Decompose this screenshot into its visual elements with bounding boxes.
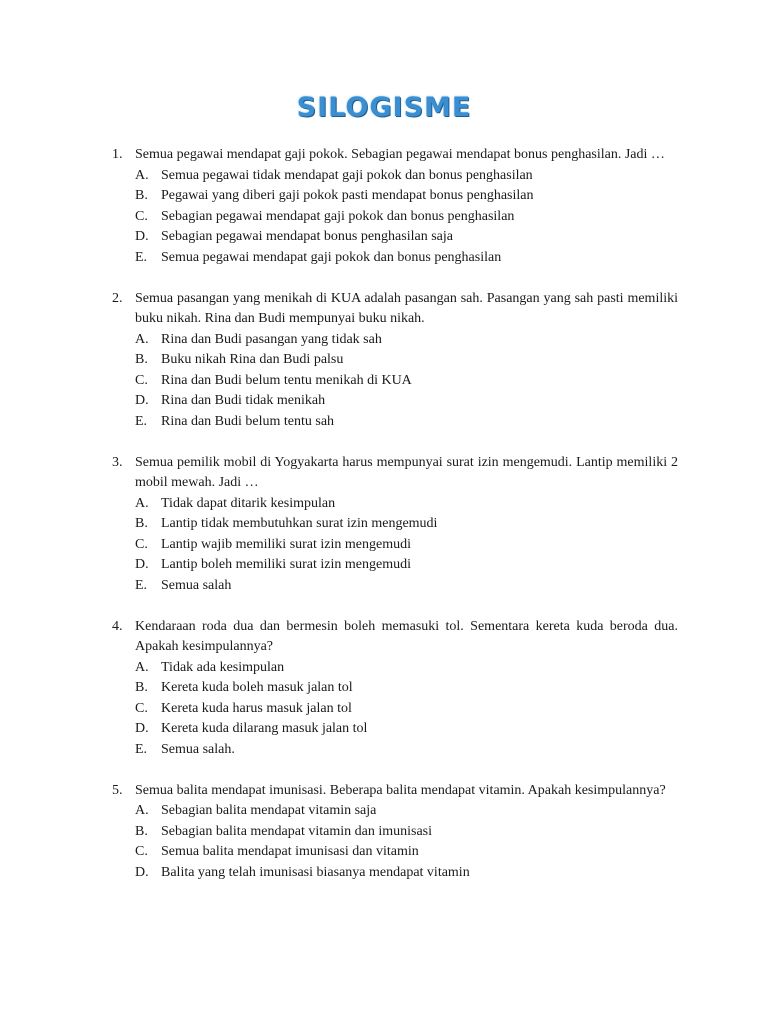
question-text: Kendaraan roda dua dan bermesin boleh memasuki tol. Sementara kereta kuda beroda dua. Apakah kesimpulannya? [135,618,678,654]
option-letter: E. [135,577,148,593]
option-letter: B. [135,188,148,203]
option-letter: B. [135,352,148,367]
question-stem [112,289,678,330]
question-stem [112,617,678,658]
option-d [112,391,678,412]
option-list [112,494,678,597]
option-e [112,248,678,269]
option-b [112,350,678,371]
option-d [112,227,678,248]
option-letter: C. [135,372,148,388]
option-text: Sebagian balita mendapat vitamin saja [161,803,377,818]
option-letter: B. [135,516,148,531]
option-text: Rina dan Budi tidak menikah [161,393,326,408]
option-text: Tidak ada kesimpulan [161,659,285,675]
option-text: Semua pegawai tidak mendapat gaji pokok dan bonus penghasilan [161,167,533,183]
page-title: SILOGISME [296,92,472,123]
option-e [112,576,678,597]
option-text: Pegawai yang diberi gaji pokok pasti mendapat bonus penghasilan [161,188,534,203]
question-number: 5. [112,782,123,798]
option-text: Buku nikah Rina dan Budi palsu [161,352,344,367]
option-text: Sebagian balita mendapat vitamin dan imunisasi [161,823,432,839]
option-text: Tidak dapat ditarik kesimpulan [161,495,336,511]
option-a [112,166,678,187]
question-list [112,145,678,904]
option-c [112,699,678,720]
option-letter: A. [135,331,149,347]
option-e [112,412,678,433]
question-stem [112,781,678,802]
question-number: 1. [112,147,123,162]
option-letter: D. [135,557,149,572]
question-text: Semua pegawai mendapat gaji pokok. Sebagian pegawai mendapat bonus penghasilan. Jadi … [135,147,665,162]
option-letter: A. [135,167,149,183]
question-1 [112,145,678,268]
option-text: Lantip tidak membutuhkan surat izin mengemudi [161,516,438,531]
option-letter: E. [135,249,148,265]
question-text: Semua pemilik mobil di Yogyakarta harus mempunyai surat izin mengemudi. Lantip memiliki 2 mobil mewah. Jadi … [135,454,678,490]
option-letter: E. [135,741,148,757]
option-letter: D. [135,393,149,408]
option-list [112,166,678,269]
option-letter: C. [135,208,148,224]
option-letter: D. [135,864,149,880]
option-letter: C. [135,700,148,716]
question-number: 3. [112,454,123,470]
option-text: Semua salah [161,577,232,593]
option-letter: D. [135,229,149,244]
option-a [112,801,678,822]
option-c [112,371,678,392]
option-letter: A. [135,495,149,511]
option-d [112,555,678,576]
option-text: Semua salah. [161,741,235,757]
question-text: Semua pasangan yang menikah di KUA adalah pasangan sah. Pasangan yang sah pasti memiliki buku nikah. Rina dan Budi mempunyai buku nikah. [135,290,678,326]
option-d [112,719,678,740]
option-text: Rina dan Budi pasangan yang tidak sah [161,331,382,347]
option-text: Semua pegawai mendapat gaji pokok dan bonus penghasilan [161,249,502,265]
option-b [112,822,678,843]
option-a [112,658,678,679]
option-letter: D. [135,721,149,736]
option-d [112,863,678,884]
option-b [112,678,678,699]
option-letter: B. [135,823,148,839]
option-b [112,186,678,207]
option-list [112,658,678,761]
option-list [112,330,678,433]
option-letter: E. [135,413,148,429]
option-letter: A. [135,659,149,675]
question-2 [112,289,678,433]
option-c [112,535,678,556]
question-number: 4. [112,618,123,634]
option-text: Rina dan Budi belum tentu menikah di KUA [161,372,412,388]
option-c [112,842,678,863]
question-3 [112,453,678,597]
question-4 [112,617,678,761]
question-text: Semua balita mendapat imunisasi. Beberapa balita mendapat vitamin. Apakah kesimpulannya? [135,782,666,798]
question-number: 2. [112,290,123,306]
option-a [112,330,678,351]
option-e [112,740,678,761]
option-text: Semua balita mendapat imunisasi dan vitamin [161,844,419,859]
option-letter: A. [135,803,149,818]
question-stem [112,145,678,166]
option-letter: C. [135,844,148,859]
option-text: Lantip boleh memiliki surat izin mengemudi [161,557,412,572]
option-text: Kereta kuda dilarang masuk jalan tol [161,721,368,736]
question-stem [112,453,678,494]
option-text: Balita yang telah imunisasi biasanya mendapat vitamin [161,864,470,880]
question-5 [112,781,678,884]
option-text: Sebagian pegawai mendapat bonus penghasilan saja [161,229,453,244]
option-text: Sebagian pegawai mendapat gaji pokok dan bonus penghasilan [161,208,515,224]
option-c [112,207,678,228]
option-text: Kereta kuda boleh masuk jalan tol [161,680,353,695]
option-text: Kereta kuda harus masuk jalan tol [161,700,352,716]
option-text: Lantip wajib memiliki surat izin mengemudi [161,536,412,552]
option-letter: C. [135,536,148,552]
option-a [112,494,678,515]
option-text: Rina dan Budi belum tentu sah [161,413,335,429]
option-letter: B. [135,680,148,695]
option-list [112,801,678,883]
option-b [112,514,678,535]
